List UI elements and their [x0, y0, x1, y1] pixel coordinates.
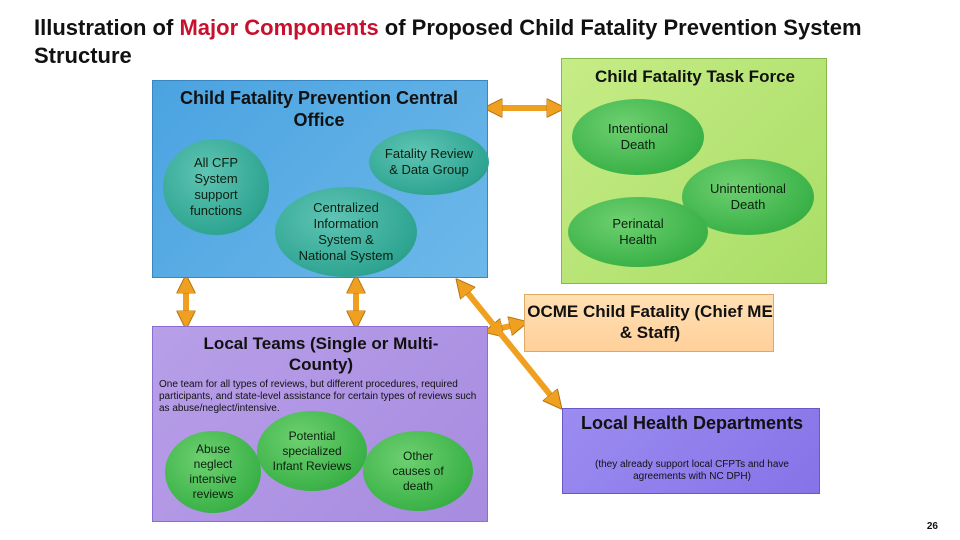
info-system-label: Centralized Information System & National System [298, 200, 394, 263]
ocme-box [524, 294, 774, 352]
perinatal-health-ellipse [568, 197, 708, 267]
title-prefix: Illustration of [34, 15, 180, 40]
task-force-title: Child Fatality Task Force [595, 67, 795, 86]
other-causes-ellipse [363, 431, 473, 511]
support-functions-label: All CFP System support functions [189, 155, 243, 218]
task-force-box [561, 58, 827, 284]
local-teams-note: One team for all types of reviews, but different procedures, required participants, and state-level assistance for certain types of reviews such as abuse/neglect/intensive. [159, 379, 477, 414]
perinatal-health-label: Perinatal Health [612, 216, 664, 247]
local-health-note: (they already support local CFPTs and have agreements with NC DPH) [595, 459, 789, 482]
intentional-death-ellipse [572, 99, 704, 175]
fatality-review-label: Fatality Review & Data Group [384, 146, 474, 177]
page-number: 26 [926, 521, 938, 532]
local-teams-title: Local Teams (Single or Multi-County) [203, 334, 439, 374]
ocme-title: OCME Child Fatality (Chief ME & Staff) [527, 302, 773, 342]
central-office-title: Child Fatality Prevention Central Office [179, 88, 459, 130]
local-teams-box [152, 326, 488, 522]
central-office-box [152, 80, 488, 278]
local-health-box [562, 408, 820, 494]
unintentional-death-label: Unintentional Death [710, 181, 786, 212]
support-functions-ellipse [163, 139, 269, 235]
abuse-reviews-ellipse [165, 431, 261, 513]
title-highlight: Major Components [179, 15, 379, 40]
abuse-reviews-label: Abuse neglect intensive reviews [189, 442, 237, 501]
info-system-ellipse [275, 187, 417, 277]
infant-reviews-ellipse [257, 411, 367, 491]
infant-reviews-label: Potential specialized Infant Reviews [272, 428, 352, 473]
other-causes-label: Other causes of death [392, 448, 444, 493]
local-health-title: Local Health Departments [580, 413, 804, 433]
title-suffix: of Proposed Child Fatality Prevention System Structure [34, 15, 862, 68]
fatality-review-ellipse [369, 129, 489, 195]
intentional-death-label: Intentional Death [608, 121, 668, 152]
